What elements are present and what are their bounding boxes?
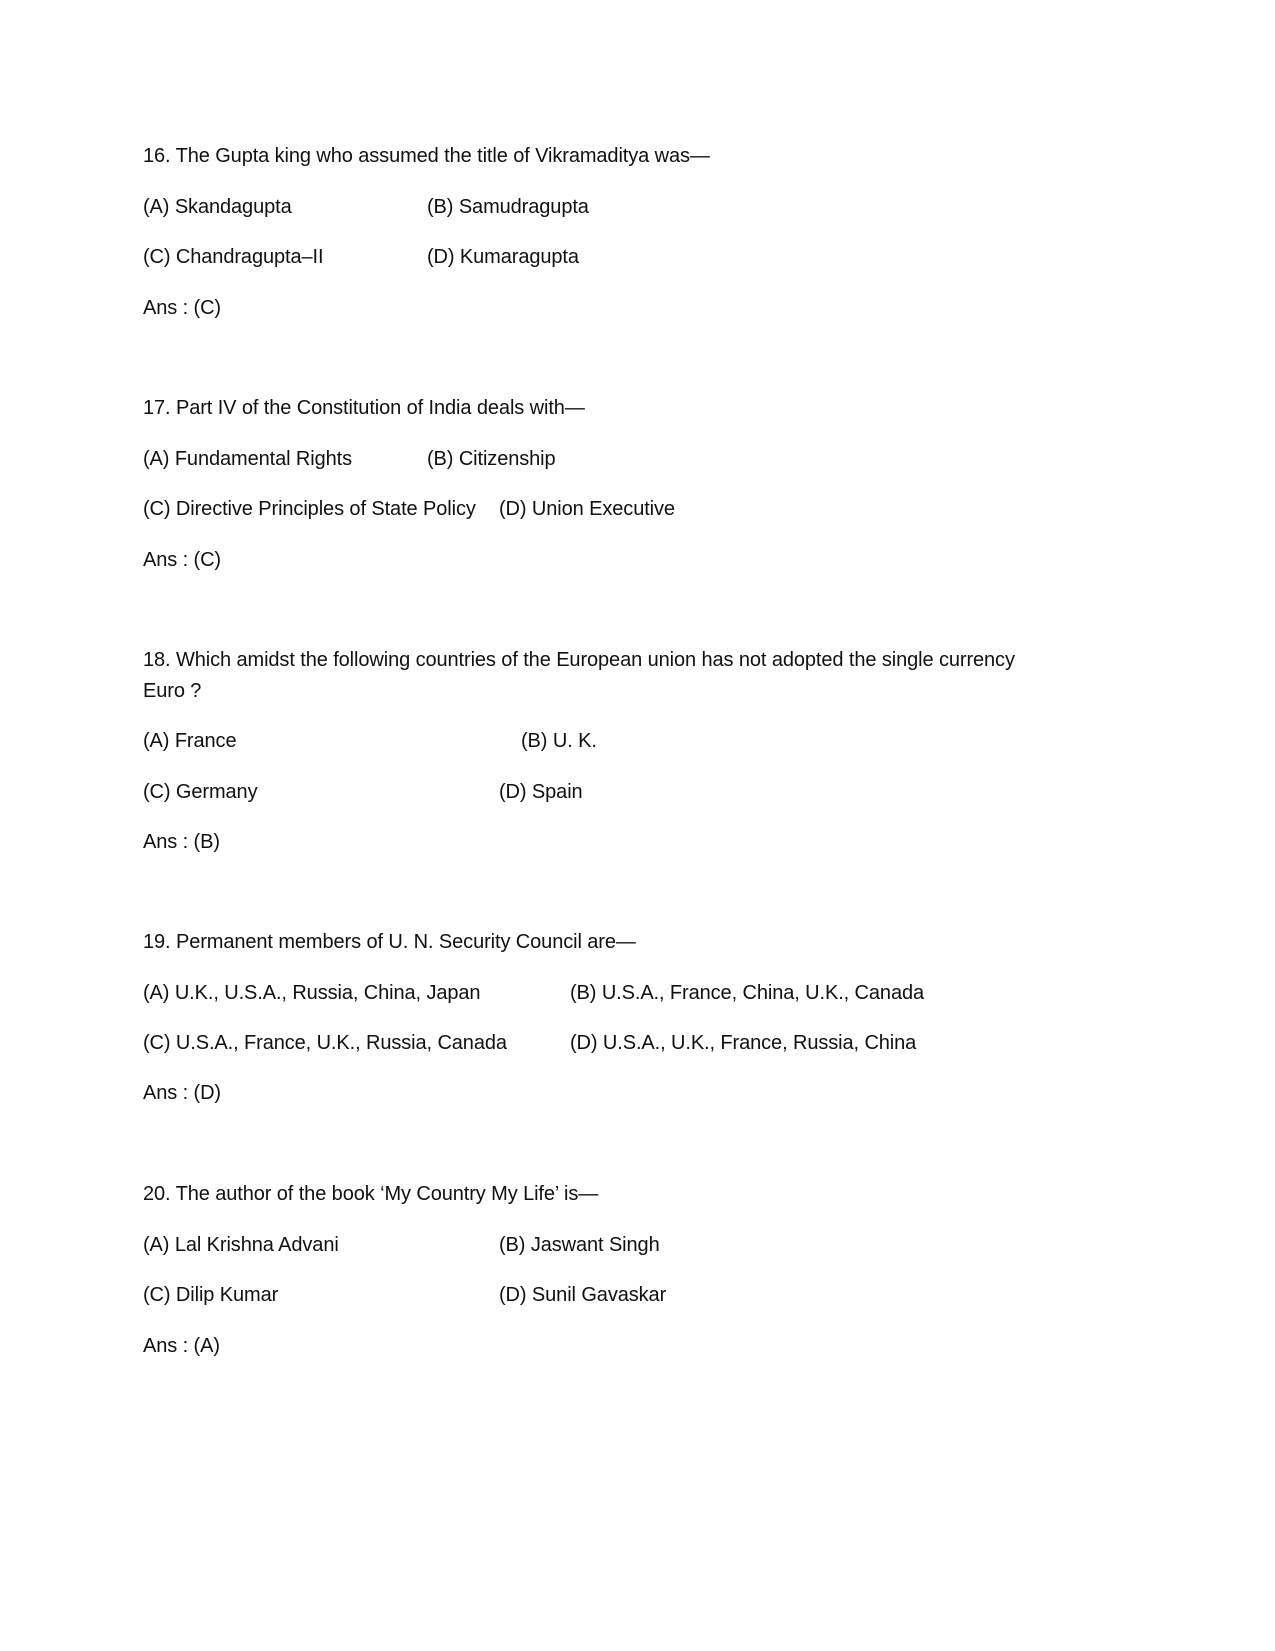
answer: Ans : (C) bbox=[143, 297, 221, 319]
question-text: 16. The Gupta king who assumed the title of Vikramaditya was— bbox=[143, 145, 710, 167]
option-a: (A) U.K., U.S.A., Russia, China, Japan bbox=[143, 982, 481, 1004]
option-c: (C) Chandragupta–II bbox=[143, 246, 324, 268]
question-text-line2: Euro ? bbox=[143, 680, 202, 702]
option-a: (A) Fundamental Rights bbox=[143, 448, 353, 470]
option-d: (D) Sunil Gavaskar bbox=[499, 1284, 667, 1306]
option-d: (D) U.S.A., U.K., France, Russia, China bbox=[570, 1032, 917, 1054]
option-d: (D) Kumaragupta bbox=[427, 246, 579, 268]
option-c: (C) Dilip Kumar bbox=[143, 1284, 279, 1306]
option-a: (A) France bbox=[143, 730, 237, 752]
question-text: 20. The author of the book ‘My Country My Life’ is— bbox=[143, 1183, 599, 1205]
question-text: 19. Permanent members of U. N. Security Council are— bbox=[143, 931, 636, 953]
option-b: (B) U. K. bbox=[521, 730, 597, 752]
option-d: (D) Union Executive bbox=[499, 498, 675, 520]
option-c: (C) Germany bbox=[143, 781, 258, 803]
option-b: (B) U.S.A., France, China, U.K., Canada bbox=[570, 982, 925, 1004]
option-a: (A) Skandagupta bbox=[143, 196, 292, 218]
option-b: (B) Citizenship bbox=[427, 448, 556, 470]
option-b: (B) Samudragupta bbox=[427, 196, 589, 218]
question-text-line1: 18. Which amidst the following countries of the European union has not adopted the single currency bbox=[143, 649, 1015, 671]
option-d: (D) Spain bbox=[499, 781, 583, 803]
answer: Ans : (A) bbox=[143, 1335, 220, 1357]
option-c: (C) Directive Principles of State Policy bbox=[143, 498, 476, 520]
answer: Ans : (D) bbox=[143, 1082, 221, 1104]
option-b: (B) Jaswant Singh bbox=[499, 1234, 660, 1256]
option-a: (A) Lal Krishna Advani bbox=[143, 1234, 339, 1256]
answer: Ans : (B) bbox=[143, 831, 220, 853]
question-text: 17. Part IV of the Constitution of India deals with— bbox=[143, 397, 585, 419]
answer: Ans : (C) bbox=[143, 549, 221, 571]
option-c: (C) U.S.A., France, U.K., Russia, Canada bbox=[143, 1032, 507, 1054]
